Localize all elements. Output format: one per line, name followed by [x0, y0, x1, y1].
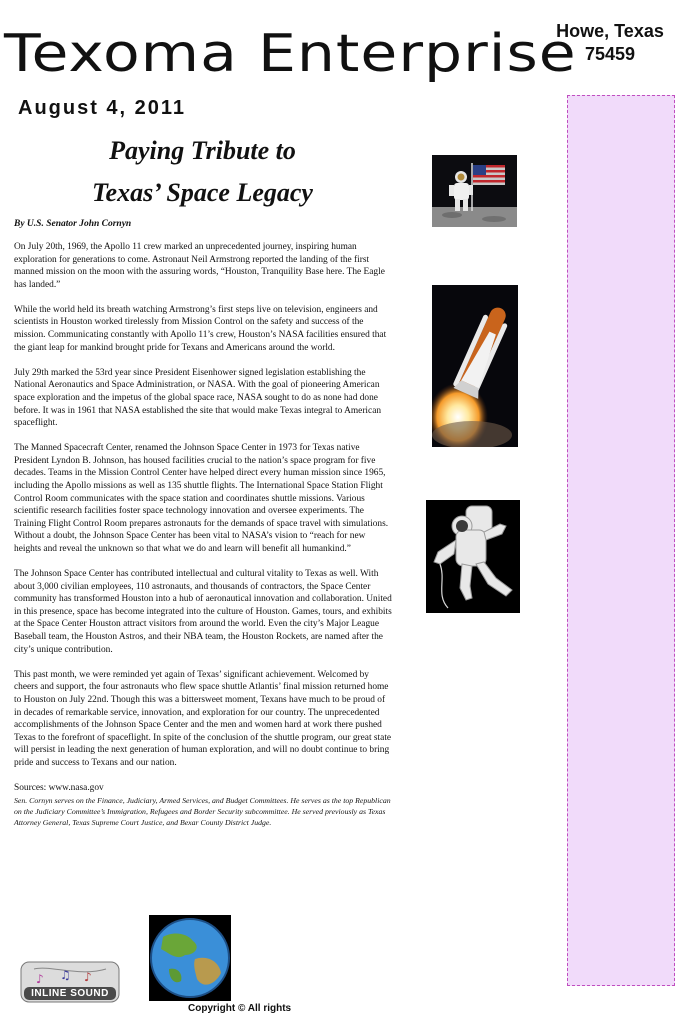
article-sources: Sources: www.nasa.gov — [14, 782, 104, 793]
masthead-city: Howe, Texas — [556, 21, 664, 41]
globe-icon — [149, 915, 231, 1001]
article-headline — [20, 130, 385, 214]
masthead-location — [545, 20, 675, 66]
sidebar-panel — [567, 95, 675, 986]
masthead-zip: 75459 — [584, 44, 636, 64]
article-paragraph-3: July 29th marked the 53rd year since President Eisenhower signed legislation establishing the National Aeronautics and Space Administration, or NASA. With the goal of pioneering American space exploration and the impetus of the global space race, NASA sought to do as none had done before. It was in 1961 that NASA established the site that would make Texas integral to American spaceflight. — [14, 367, 382, 429]
moon-landing-photo — [432, 155, 517, 227]
svg-text:♪: ♪ — [36, 972, 44, 986]
svg-text:♫: ♫ — [60, 968, 71, 982]
svg-text:♪: ♪ — [84, 970, 92, 984]
spacewalk-photo — [426, 500, 520, 613]
article-body — [14, 241, 392, 828]
author-bio: Sen. Cornyn serves on the Finance, Judiciary, Armed Services, and Budget Committees. He serves as the top Republican on the Judiciary Committee’s Immigration, Refugees and Border Security subcommittee. He served previously as Texas Attorney General, Texas Supreme Court Justice, and Bexar County District Judge. — [14, 795, 391, 827]
article-paragraph-5: The Johnson Space Center has contributed intellectual and cultural vitality to Texas as well. With about 3,000 civilian employees, 110 astronauts, and thousands of contractors, the Space Center community has transformed Houston into a hub of aeronautical innovation and collaboration. United in this presence, space has become integrated into the culture of Houston. Games, tours, and exhibits at the Space Center Houston attract visitors from around the world. Even the city’s Major League Baseball team, the Houston Astros, and their NBA team, the Houston Rockets, are named after the city’s unique contribution. — [14, 569, 392, 655]
inline-sound-label: INLINE SOUND — [31, 988, 109, 999]
headline-line-1: Paying Tribute to — [109, 136, 296, 165]
shuttle-launch-photo — [432, 285, 518, 447]
masthead-title: Texoma Enterprise — [4, 23, 577, 84]
article-paragraph-4: The Manned Spacecraft Center, renamed the Johnson Space Center in 1973 for Texas native President Lyndon B. Johnson, has housed facilities crucial to the nation’s space program for five decades. Teams in the Mission Control Center have helped direct every human mission since 1965, including the Apollo missions as well as 135 shuttle flights. The International Space Station Flight Control Room communicates with the space station and coordinates shuttle missions. Various scientific research facilities foster space technology innovation and oversee experiments. The Training Flight Control Room prepares astronauts for the demands of space travel with simulations. Without a doubt, the Johnson Space Center has been vital to NASA’s vision to “reach for new heights and reveal the unknown so that what we do and learn will benefit all humankind.” — [14, 443, 389, 554]
copyright-notice: Copyright © All rights — [188, 1003, 292, 1014]
article-byline: By U.S. Senator John Cornyn — [14, 219, 132, 229]
headline-line-2: Texas’ Space Legacy — [92, 178, 313, 207]
article-paragraph-2: While the world held its breath watching Armstrong’s first steps live on television, engineers and scientists in Houston worked tirelessly from Mission Control on the safety and success of the mission. Communicating constantly with Apollo 11’s crew, Houston’s NASA facilities ensured that the giant leap for mankind brought pride for Texans and Americans around the world. — [14, 304, 387, 353]
inline-sound-badge[interactable] — [20, 961, 120, 1003]
article-date: August 4, 2011 — [18, 97, 187, 119]
article-paragraph-1: On July 20th, 1969, the Apollo 11 crew marked an unprecedented journey, inspiring human exploration for generations to come. Astronaut Neil Armstrong reported the landing of the first manned mission on the moon with the assuring words, “Houston, Tranquility Base here. The Eagle has landed.” — [14, 242, 385, 290]
article-paragraph-6: This past month, we were reminded yet again of Texas’ significant achievement. Welcomed by cheers and support, the four astronauts who flew space shuttle Atlantis’ final mission returned home to Houston on July 22nd. Though this was a bittersweet moment, Texans have much to be proud of in decades of remarkable service, innovation, and exploration for our country. The unprecedented accomplishments of the Johnson Space Center and the men and women hard at work there pushed Texas to the forefront of spaceflight. In spite of the conclusion of the shuttle program, our great state will persist in leading the next generation of human exploration, and will no doubt continue to bring pride and success to Texans and our nation. — [14, 669, 392, 768]
